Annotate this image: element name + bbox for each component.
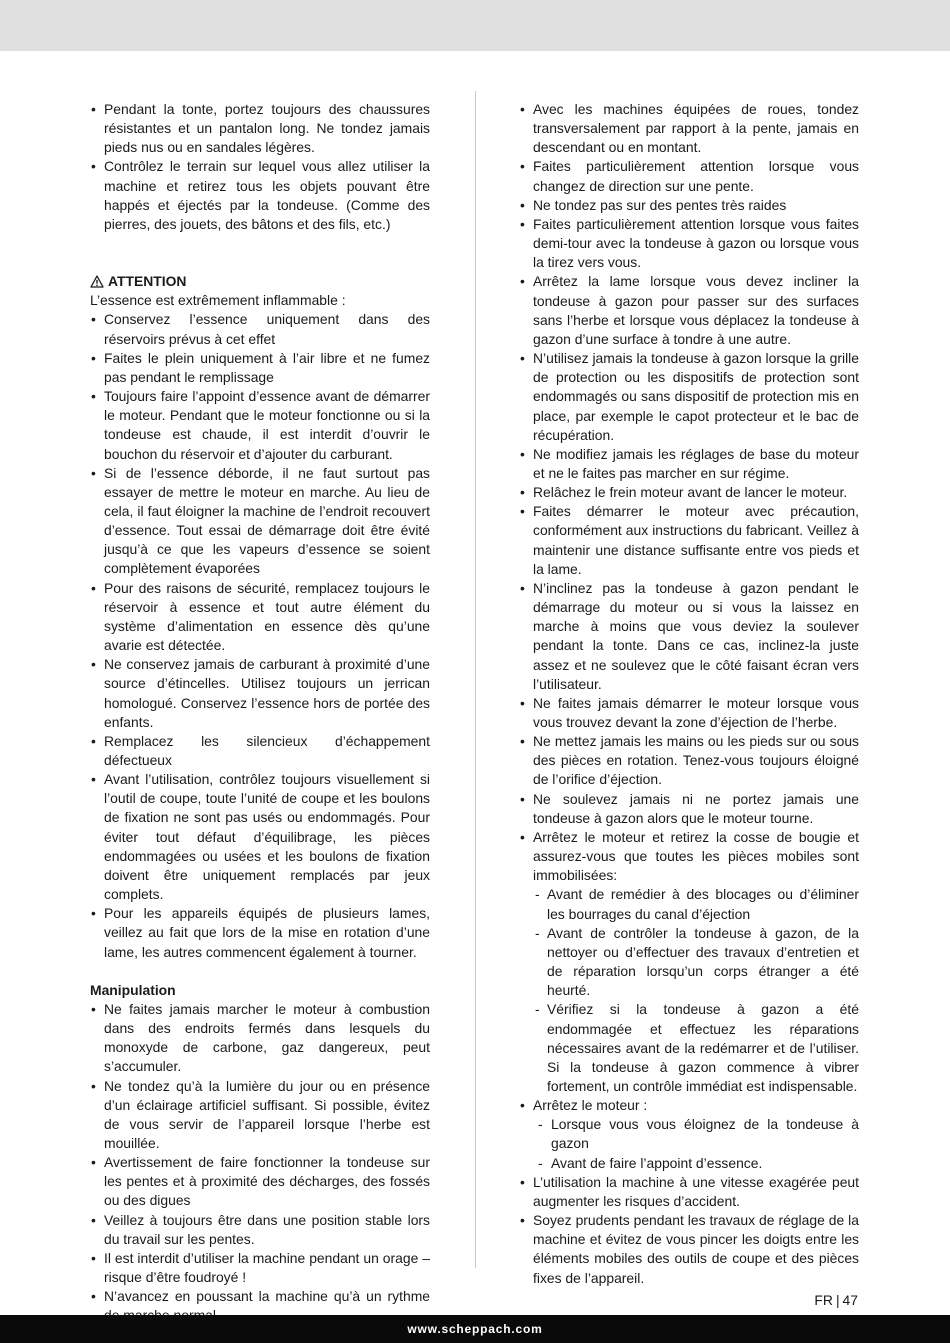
warning-triangle-icon xyxy=(90,275,104,288)
list-item: • Toujours faire l’appoint d’essence avant de démarrer le moteur. Pendant que le moteur fonctionne ou si la tondeuse est chaude, il est interdit d’ouvrir le bouchon du réservoir et d’ajouter du carburant. xyxy=(90,387,430,464)
list-item: • Arrêtez le moteur : xyxy=(519,1096,859,1115)
list-item: • Ne modifiez jamais les réglages de base du moteur et ne le faites pas marcher en sur régime. xyxy=(519,445,859,483)
list-item: • Si de l’essence déborde, il ne faut surtout pas essayer de mettre le moteur en marche. Au lieu de cela, il faut éloigner la machine de l’endroit recouvert d’essence. Tout essai de démarrage doit être évité jusqu’à ce que les vapeurs d’essence se soient complètement évaporées xyxy=(90,464,430,579)
attention-intro: L’essence est extrêmement inflammable : xyxy=(90,292,346,309)
list-item: • Il est interdit d’utiliser la machine pendant un orage – risque d’être foudroyé ! xyxy=(90,1249,430,1287)
attention-heading xyxy=(90,272,430,291)
column-divider xyxy=(475,91,476,1268)
language-code: FR xyxy=(814,1292,833,1308)
list-item: • Conservez l’essence uniquement dans des réservoirs prévus à cet effet xyxy=(90,310,430,348)
list-item: • Remplacez les silencieux d’échappement défectueux xyxy=(90,732,430,770)
list-item: • Arrêtez la lame lorsque vous devez incliner la tondeuse à gazon pour passer sur des surfaces sans l’herbe et lorsque vous déplacez la tondeuse à gazon d’une surface à tondre à une autre. xyxy=(519,272,859,349)
list-item: • Pour les appareils équipés de plusieurs lames, veillez au fait que lors de la mise en rotation d’une lame, les autres commencent également à tourner. xyxy=(90,904,430,961)
page-number: FR | 47 xyxy=(814,1292,858,1308)
right-column xyxy=(519,100,859,1288)
list-item: • Avec les machines équipées de roues, tondez transversalement par rapport à la pente, jamais en descendant ou en montant. xyxy=(519,100,859,157)
list-item: • L’utilisation la machine à une vitesse exagérée peut augmenter les risques d’accident. xyxy=(519,1173,859,1211)
list-item: • Avant l’utilisation, contrôlez toujours visuellement si l’outil de coupe, toute l’unité de coupe et les boulons de fixation ne sont pas usés ou endommagés. Pour éviter tout défaut d’équilibrage, les pièces endommagées ou usées et les boulons de fixation doivent être uniquement remplacés par jeux complets. xyxy=(90,770,430,904)
list-item: • Veillez à toujours être dans une position stable lors du travail sur les pentes. xyxy=(90,1211,430,1249)
list-item: • N’inclinez pas la tondeuse à gazon pendant le démarrage du moteur ou si vous la laissez en marche à moins que vous deviez la soulever pendant la tonte. Dans ce cas, inclinez-la juste assez et ne soulevez que le côté faisant écran vers l’utilisateur. xyxy=(519,579,859,694)
sub-list-item: - Lorsque vous vous éloignez de la tondeuse à gazon xyxy=(519,1115,859,1153)
manipulation-list xyxy=(90,1000,430,1326)
list-item: • Ne tondez qu’à la lumière du jour ou en présence d’un éclairage artificiel suffisant. Si possible, évitez de vous servir de l’appareil lorsque l’herbe est mouillée. xyxy=(90,1077,430,1154)
list-item: • Soyez prudents pendant les travaux de réglage de la machine et évitez de vous pincer les doigts entre les éléments mobiles des outils de coupe et des pièces fixes de l’appareil. xyxy=(519,1211,859,1288)
attention-list xyxy=(90,310,430,961)
intro-list xyxy=(90,100,430,234)
list-item: • Avertissement de faire fonctionner la tondeuse sur les pentes et à proximité des décharges, des fossés ou des digues xyxy=(90,1153,430,1210)
list-item: • Relâchez le frein moteur avant de lancer le moteur. xyxy=(519,483,859,502)
list-item: • Ne faites jamais marcher le moteur à combustion dans des endroits fermés dans lesquels du monoxyde de carbone, gaz dangereux, peut s’accumuler. xyxy=(90,1000,430,1077)
list-item: • N’utilisez jamais la tondeuse à gazon lorsque la grille de protection ou les dispositifs de protection sont endommagés ou sans dispositif de protection mis en place, par exemple le capot protecteur et le bac de récupération. xyxy=(519,349,859,445)
attention-title: ATTENTION xyxy=(108,273,187,290)
list-item: • Arrêtez le moteur et retirez la cosse de bougie et assurez-vous que toutes les pièces mobiles sont immobilisées: xyxy=(519,828,859,885)
list-item: • Contrôlez le terrain sur lequel vous allez utiliser la machine et retirez tous les objets pouvant être happés et éjectés par la tondeuse. (Comme des pierres, des jouets, des bâtons et des fils, etc.) xyxy=(90,157,430,234)
top-band xyxy=(0,0,950,51)
right-list xyxy=(519,100,859,1288)
sub-list-item: - Avant de faire l’appoint d’essence. xyxy=(519,1154,859,1173)
page-number-value: 47 xyxy=(842,1292,858,1308)
sub-list-item: - Avant de remédier à des blocages ou d’éliminer les bourrages du canal d’éjection xyxy=(519,885,859,923)
list-item: • Ne faites jamais démarrer le moteur lorsque vous vous trouvez devant la zone d’éjection de l’herbe. xyxy=(519,694,859,732)
list-item: • Ne mettez jamais les mains ou les pieds sur ou sous des pièces en rotation. Tenez-vous toujours éloigné de l’orifice d’éjection. xyxy=(519,732,859,789)
list-item: • Ne conservez jamais de carburant à proximité d’une source d’étincelles. Utilisez toujours un jerrican homologué. Conservez l’essence hors de portée des enfants. xyxy=(90,655,430,732)
list-item: • Ne tondez pas sur des pentes très raides xyxy=(519,196,859,215)
list-item: • Pendant la tonte, portez toujours des chaussures résistantes et un pantalon long. Ne tondez jamais pieds nus ou en sandales légères. xyxy=(90,100,430,157)
footer-bar xyxy=(0,1315,950,1343)
sub-list-item: - Avant de contrôler la tondeuse à gazon, de la nettoyer ou d’effectuer des travaux d’entretien et de réparation lorsqu’un corps étranger a été heurté. xyxy=(519,924,859,1001)
list-item: • Faites démarrer le moteur avec précaution, conformément aux instructions du fabricant. Veillez à maintenir une distance suffisante entre vos pieds et la lame. xyxy=(519,502,859,579)
left-column xyxy=(90,100,430,1326)
list-item: • Faites particulièrement attention lorsque vous faites demi-tour avec la tondeuse à gazon ou lorsque vous la tirez vers vous. xyxy=(519,215,859,272)
website-link[interactable]: www.scheppach.com xyxy=(407,1322,543,1336)
list-item: • Faites le plein uniquement à l’air libre et ne fumez pas pendant le remplissage xyxy=(90,349,430,387)
sub-list-item: - Vérifiez si la tondeuse à gazon a été endommagée et effectuez les réparations nécessaires avant de la redémarrer et de l’utiliser. Si la tondeuse à gazon commence à vibrer fortement, un contrôle immédiat est indispensable. xyxy=(519,1000,859,1096)
manipulation-heading: Manipulation xyxy=(90,981,176,998)
list-item: • Ne soulevez jamais ni ne portez jamais une tondeuse à gazon alors que le moteur tourne. xyxy=(519,790,859,828)
list-item: • Faites particulièrement attention lorsque vous changez de direction sur une pente. xyxy=(519,157,859,195)
list-item: • N’avancez en poussant la machine qu’à un rythme xyxy=(90,1287,430,1325)
list-item: • Pour des raisons de sécurité, remplacez toujours le réservoir à essence et tout autre élément du système d’alimentation en essence dès qu’une avarie est détectée. xyxy=(90,579,430,656)
